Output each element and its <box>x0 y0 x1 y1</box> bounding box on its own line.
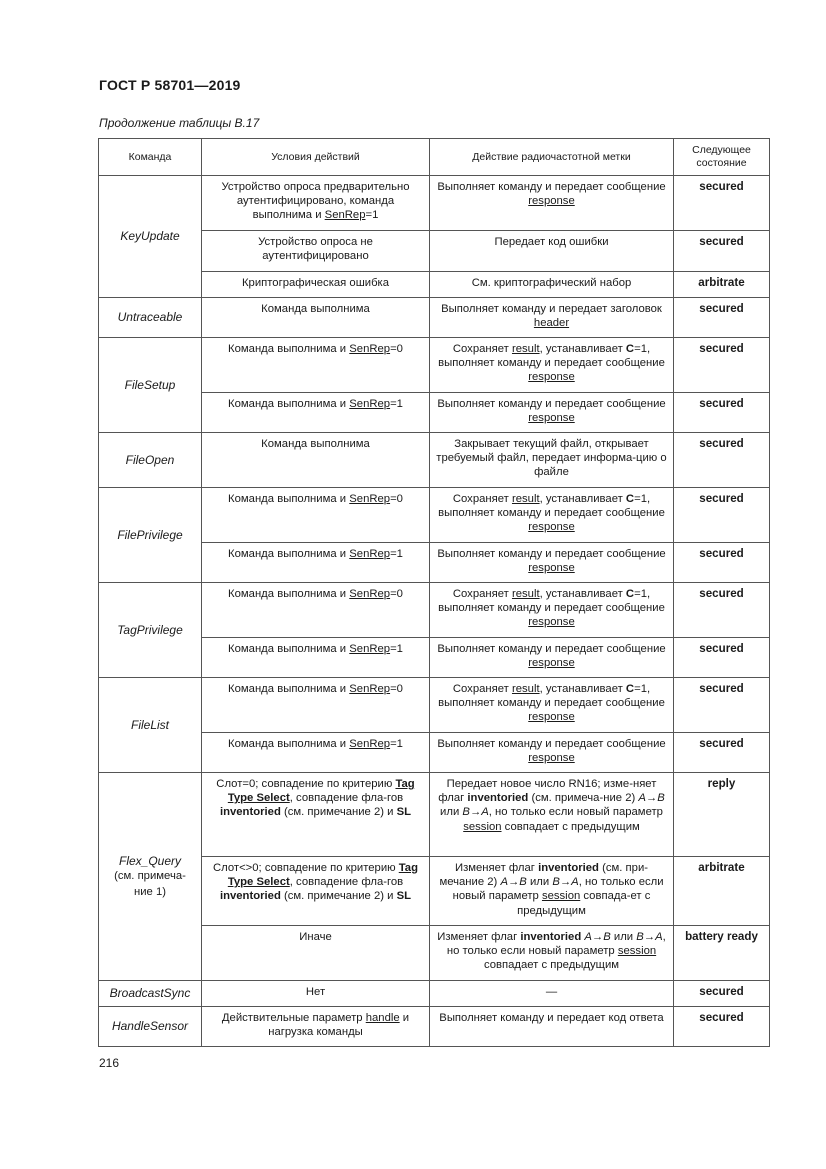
condition-cell: Команда выполнима и SenRep=1 <box>202 638 430 678</box>
condition-cell: Устройство опроса предварительно аутентифицировано, команда выполнима и SenRep=1 <box>202 176 430 231</box>
condition-cell: Команда выполнима и SenRep=0 <box>202 338 430 393</box>
table-row <box>99 583 770 638</box>
next-state-cell: secured <box>674 1007 770 1047</box>
next-state-cell: arbitrate <box>674 857 770 926</box>
action-cell: Передает код ошибки <box>430 231 674 272</box>
condition-cell: Команда выполнима <box>202 433 430 488</box>
next-state-cell: secured <box>674 488 770 543</box>
condition-cell: Слот<>0; совпадение по критерию Tag Type Select, совпадение фла-гов inventoried (см. примечание 2) и SL <box>202 857 430 926</box>
command-cell: FileSetup <box>99 338 202 433</box>
table-row <box>99 338 770 393</box>
action-cell: Выполняет команду и передает сообщение response <box>430 543 674 583</box>
next-state-cell: secured <box>674 231 770 272</box>
action-cell: Изменяет флаг inventoried (см. при-мечание 2) A→B или B→A, но только если новый параметр session совпада-ет с предыдущим <box>430 857 674 926</box>
table-row <box>99 1007 770 1047</box>
action-cell: Передает новое число RN16; изме-няет флаг inventoried (см. примеча-ние 2) A→B или B→A, но только если новый параметр session совпадает с предыдущим <box>430 773 674 857</box>
action-cell: Сохраняет result, устанавливает C=1, выполняет команду и передает сообщение response <box>430 678 674 733</box>
page-number: 216 <box>99 1056 120 1070</box>
condition-cell: Слот=0; совпадение по критерию Tag Type Select, совпадение фла-гов inventoried (см. примечание 2) и SL <box>202 773 430 857</box>
condition-cell: Нет <box>202 981 430 1007</box>
command-cell: FileList <box>99 678 202 773</box>
condition-cell: Иначе <box>202 926 430 981</box>
action-cell: Выполняет команду и передает сообщение response <box>430 393 674 433</box>
table-row <box>99 298 770 338</box>
command-cell: Flex_Query (см. примеча-ние 1) <box>99 773 202 981</box>
column-header-next-state: Следующее состояние <box>674 139 770 176</box>
next-state-cell: reply <box>674 773 770 857</box>
command-cell: FileOpen <box>99 433 202 488</box>
action-cell: Закрывает текущий файл, открывает требуемый файл, передает информа-цию о файле <box>430 433 674 488</box>
column-header-action: Действие радиочастотной метки <box>430 139 674 176</box>
table-row <box>99 678 770 733</box>
condition-cell: Действительные параметр handle и нагрузка команды <box>202 1007 430 1047</box>
action-cell: Выполняет команду и передает заголовок header <box>430 298 674 338</box>
command-cell: HandleSensor <box>99 1007 202 1047</box>
next-state-cell: secured <box>674 433 770 488</box>
action-cell: Выполняет команду и передает сообщение response <box>430 638 674 678</box>
table-row <box>99 981 770 1007</box>
action-cell: Выполняет команду и передает сообщение response <box>430 733 674 773</box>
action-cell: См. криптографический набор <box>430 272 674 298</box>
action-cell: Выполняет команду и передает сообщение response <box>430 176 674 231</box>
condition-cell: Команда выполнима и SenRep=1 <box>202 393 430 433</box>
action-cell: Изменяет флаг inventoried A→B или B→A, но только если новый параметр session совпадает с предыдущим <box>430 926 674 981</box>
next-state-cell: secured <box>674 338 770 393</box>
document-title: ГОСТ Р 58701—2019 <box>99 77 241 93</box>
next-state-cell: secured <box>674 678 770 733</box>
table-header-row <box>99 139 770 176</box>
command-cell: KeyUpdate <box>99 176 202 298</box>
command-cell: BroadcastSync <box>99 981 202 1007</box>
next-state-cell: secured <box>674 176 770 231</box>
action-cell: Выполняет команду и передает код ответа <box>430 1007 674 1047</box>
action-cell: Сохраняет result, устанавливает C=1, выполняет команду и передает сообщение response <box>430 488 674 543</box>
commands-table <box>98 138 770 1047</box>
next-state-cell: arbitrate <box>674 272 770 298</box>
action-cell: — <box>430 981 674 1007</box>
condition-cell: Команда выполнима и SenRep=0 <box>202 488 430 543</box>
condition-cell: Команда выполнима <box>202 298 430 338</box>
table-row <box>99 176 770 231</box>
table-caption: Продолжение таблицы В.17 <box>99 116 260 130</box>
table-row <box>99 488 770 543</box>
next-state-cell: secured <box>674 393 770 433</box>
table-row <box>99 433 770 488</box>
action-cell: Сохраняет result, устанавливает C=1, выполняет команду и передает сообщение response <box>430 338 674 393</box>
condition-cell: Команда выполнима и SenRep=0 <box>202 678 430 733</box>
next-state-cell: secured <box>674 638 770 678</box>
condition-cell: Команда выполнима и SenRep=1 <box>202 733 430 773</box>
next-state-cell: secured <box>674 583 770 638</box>
next-state-cell: secured <box>674 733 770 773</box>
table-row <box>99 773 770 857</box>
condition-cell: Устройство опроса не аутентифицировано <box>202 231 430 272</box>
next-state-cell: secured <box>674 543 770 583</box>
action-cell: Сохраняет result, устанавливает C=1, выполняет команду и передает сообщение response <box>430 583 674 638</box>
next-state-cell: secured <box>674 981 770 1007</box>
condition-cell: Криптографическая ошибка <box>202 272 430 298</box>
command-cell: FilePrivilege <box>99 488 202 583</box>
next-state-cell: secured <box>674 298 770 338</box>
column-header-command: Команда <box>99 139 202 176</box>
command-cell: TagPrivilege <box>99 583 202 678</box>
command-cell: Untraceable <box>99 298 202 338</box>
condition-cell: Команда выполнима и SenRep=0 <box>202 583 430 638</box>
column-header-conditions: Условия действий <box>202 139 430 176</box>
condition-cell: Команда выполнима и SenRep=1 <box>202 543 430 583</box>
next-state-cell: battery ready <box>674 926 770 981</box>
